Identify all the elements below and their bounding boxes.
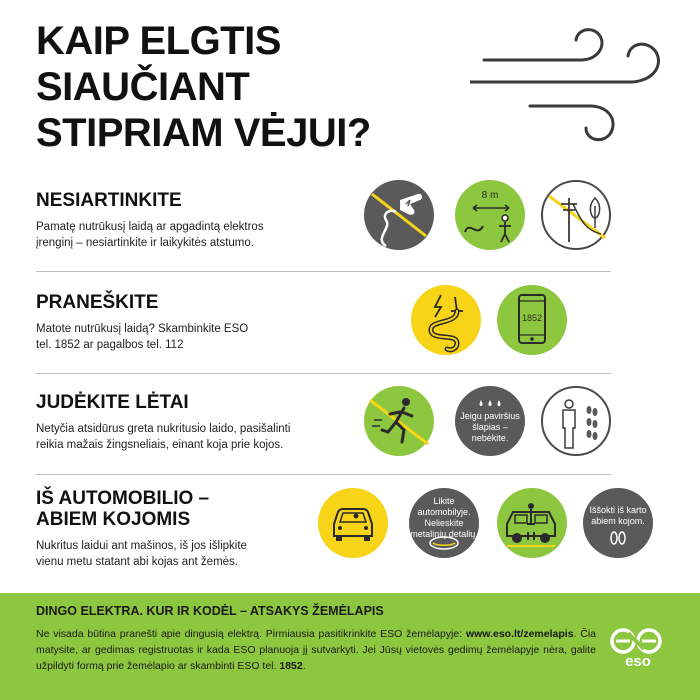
divider [36, 474, 611, 475]
section-is-automobilio [36, 488, 247, 570]
section-description: Netyčia atsidūrus greta nukritusio laido, pasišalinti reikia mažais žingsneliais, einant koja prie kojos. [36, 423, 291, 451]
keep-distance-icon [455, 180, 525, 250]
section-title: NESIARTINKITE [36, 190, 182, 211]
phone-number: 1852 [521, 313, 543, 323]
section-title: PRANEŠKITE [36, 292, 159, 313]
wind-icon [470, 22, 670, 152]
section-title: JUDĖKITE LĖTAI [36, 392, 189, 413]
phone-number: 1852 [279, 660, 303, 672]
stay-in-car-icon [409, 488, 479, 558]
car-exit-icon [497, 488, 567, 558]
section-praneskite [36, 292, 248, 353]
divider [36, 271, 611, 272]
stay-in-car-text: Likite automobilyje. Nelieskite metalinių detalių. [410, 496, 478, 539]
title-line-1: KAIP ELGTIS [36, 19, 281, 63]
section-judekite-letai [36, 392, 290, 453]
car-driver-icon [318, 488, 388, 558]
map-link[interactable]: www.eso.lt/zemelapis [465, 628, 574, 640]
divider [36, 373, 611, 374]
section-description: Nukritus laidui ant mašinos, iš jos išlipkite vienu metu statant abi kojas ant žemės. [36, 540, 247, 568]
jump-both-feet-icon [583, 488, 653, 558]
footer-banner [0, 593, 700, 700]
title-line-2: SIAUČIANT [36, 65, 250, 109]
footer-title: DINGO ELEKTRA. KUR IR KODĖL – ATSAKYS ŽEMĖLAPIS [36, 604, 384, 618]
footer-text: Ne visada būtina pranešti apie dingusią elektrą. Pirmiausia pasitikrinkite ESO žemėlapyje: www.eso.lt/zemelapis. Čia matysite, ar gedimas registruotas ir kada ESO planuoja jį sutvarkyti. Jei Jūsų vietovės gedimų žemėlapyje nėra, galite užpildyti formą prie žemėlapio ar skambinti ESO tel. 1852. [36, 628, 597, 672]
eso-logo-text: eso [625, 653, 651, 670]
section-description: Matote nutrūkusį laidą? Skambinkite ESO tel. 1852 ar pagalbos tel. 112 [36, 323, 249, 351]
broken-wire-icon [411, 285, 481, 355]
running-person-icon [364, 386, 434, 456]
small-steps-icon [541, 386, 611, 456]
page-title [36, 18, 371, 156]
phone-icon [497, 285, 567, 355]
distance-label: 8 m [481, 190, 499, 201]
fallen-pole-icon [541, 180, 611, 250]
section-title: IŠ AUTOMOBILIO – ABIEM KOJOMIS [36, 488, 210, 530]
title-line-3: STIPRIAM VĖJUI? [36, 111, 371, 155]
hand-touching-wire-icon [364, 180, 434, 250]
section-description: Pamatę nutrūkusį laidą ar apgadintą elektros įrenginį – nesiartinkite ir laikykitės atstumo. [36, 221, 264, 249]
wet-surface-icon [455, 386, 525, 456]
wet-surface-text: Jeigu paviršius šlapias – nebėkite. [460, 410, 520, 443]
section-nesiartinkite [36, 190, 264, 251]
jump-both-feet-text: Iššokti iš karto abiem kojom. [589, 505, 647, 526]
